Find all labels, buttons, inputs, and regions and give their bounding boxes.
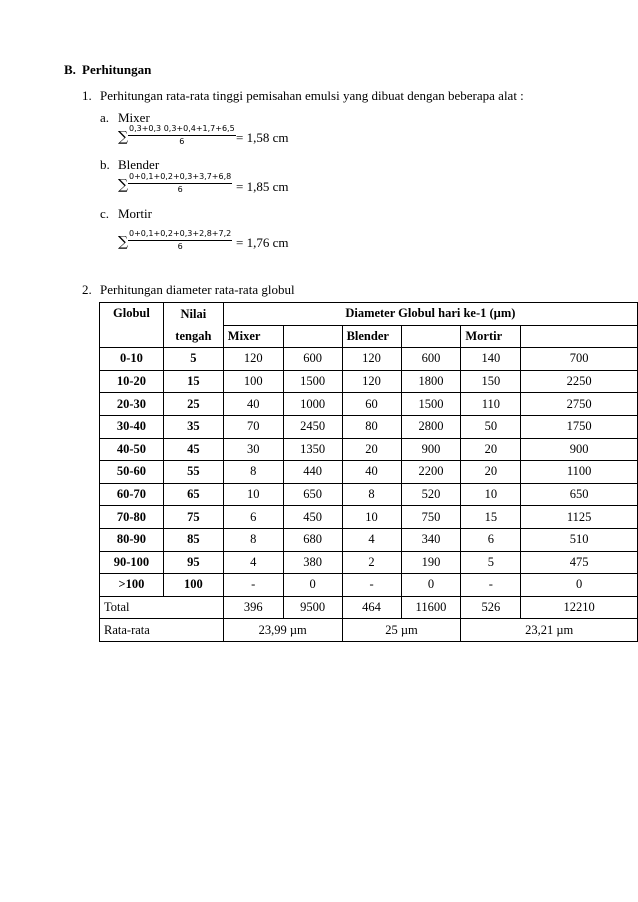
mortir-nd-cell: 1125 (521, 506, 638, 529)
mortir-nd-cell: 510 (521, 528, 638, 551)
sub-b-label: Blender (118, 157, 160, 172)
nilai-tengah-cell: 25 (163, 393, 223, 416)
table-row (100, 393, 638, 416)
mortir-n-cell: 10 (461, 483, 521, 506)
mixer-nd-cell: 440 (283, 461, 342, 484)
sub-a-fraction (128, 124, 236, 147)
blender-nd-cell: 1500 (401, 393, 461, 416)
blender-n-cell: 80 (342, 415, 401, 438)
mixer-n-cell: 6 (223, 506, 283, 529)
mortir-nd-cell: 2250 (521, 370, 638, 393)
average-mortir: 23,21 µm (461, 619, 638, 642)
blender-nd-cell: 0 (401, 574, 461, 597)
mortir-n-cell: 20 (461, 438, 521, 461)
total-mortir-n: 526 (461, 596, 521, 619)
globul-range-cell: 90-100 (100, 551, 164, 574)
table-row (100, 438, 638, 461)
blender-nd-cell: 2200 (401, 461, 461, 484)
average-mixer: 23,99 µm (223, 619, 342, 642)
section-letter: B. (64, 62, 76, 77)
average-blender: 25 µm (342, 619, 461, 642)
blender-n-cell: 20 (342, 438, 401, 461)
mortir-nd-cell: 650 (521, 483, 638, 506)
blender-nd-cell: 750 (401, 506, 461, 529)
mixer-n-cell: 40 (223, 393, 283, 416)
item2-title: Perhitungan diameter rata-rata globul (100, 282, 295, 297)
globul-range-cell: 30-40 (100, 415, 164, 438)
tengah-header: tengah (163, 325, 223, 348)
table-row (100, 574, 638, 597)
blender-n-cell: 8 (342, 483, 401, 506)
mortir-nd-cell: 2750 (521, 393, 638, 416)
globul-range-cell: >100 (100, 574, 164, 597)
mixer-n-cell: 120 (223, 348, 283, 371)
blender-n-cell: 4 (342, 528, 401, 551)
total-blender-nd: 11600 (401, 596, 461, 619)
mixer-nd-cell: 0 (283, 574, 342, 597)
mixer-n-cell: 8 (223, 461, 283, 484)
mixer-nd-cell: 1500 (283, 370, 342, 393)
globul-header: Globul (100, 303, 164, 348)
blender-nd-cell: 190 (401, 551, 461, 574)
mixer-nd-cell: 2450 (283, 415, 342, 438)
globul-range-cell: 20-30 (100, 393, 164, 416)
mixer-n-cell: 30 (223, 438, 283, 461)
mixer-nd-cell: 650 (283, 483, 342, 506)
mortir-nd-cell: 0 (521, 574, 638, 597)
globul-range-cell: 80-90 (100, 528, 164, 551)
mortir-nd-cell: 700 (521, 348, 638, 371)
table-row (100, 528, 638, 551)
nilai-header: Nilai (163, 303, 223, 326)
mixer-n-cell: 10 (223, 483, 283, 506)
total-blender-n: 464 (342, 596, 401, 619)
sub-c-denominator: 6 (177, 242, 183, 251)
nilai-tengah-cell: 35 (163, 415, 223, 438)
mixer-n-cell: - (223, 574, 283, 597)
average-label: Rata-rata (100, 619, 224, 642)
nilai-tengah-cell: 95 (163, 551, 223, 574)
blender-nd-cell: 600 (401, 348, 461, 371)
sub-c-label: Mortir (118, 206, 152, 221)
table-row (100, 415, 638, 438)
table-row (100, 461, 638, 484)
mixer-n-cell: 4 (223, 551, 283, 574)
nilai-tengah-cell: 85 (163, 528, 223, 551)
globul-range-cell: 50-60 (100, 461, 164, 484)
total-mixer-n: 396 (223, 596, 283, 619)
globul-range-cell: 10-20 (100, 370, 164, 393)
globul-range-cell: 60-70 (100, 483, 164, 506)
total-mixer-nd: 9500 (283, 596, 342, 619)
section-title: Perhitungan (82, 62, 152, 77)
mortir-n-cell: 15 (461, 506, 521, 529)
sub-a-numerator: 0,3+0,3 0,3+0,4+1,7+6,5 (128, 124, 236, 136)
blender-n-cell: 2 (342, 551, 401, 574)
mortir-n-cell: - (461, 574, 521, 597)
blender-n-cell: 60 (342, 393, 401, 416)
mixer-nd-cell: 1000 (283, 393, 342, 416)
sub-c-fraction (128, 229, 232, 252)
blender-n-cell: 10 (342, 506, 401, 529)
sub-a-denominator: 6 (179, 137, 185, 146)
mixer-nd-cell: 680 (283, 528, 342, 551)
mortir-header-blank (521, 325, 638, 348)
blender-nd-cell: 520 (401, 483, 461, 506)
nilai-tengah-cell: 75 (163, 506, 223, 529)
globul-range-cell: 70-80 (100, 506, 164, 529)
blender-n-cell: 120 (342, 348, 401, 371)
item2-number: 2. (82, 282, 92, 297)
header-row-1 (100, 303, 638, 326)
mortir-nd-cell: 1750 (521, 415, 638, 438)
mortir-n-cell: 50 (461, 415, 521, 438)
globul-range-cell: 40-50 (100, 438, 164, 461)
blender-nd-cell: 340 (401, 528, 461, 551)
average-row (100, 619, 638, 642)
item1-title: Perhitungan rata-rata tinggi pemisahan emulsi yang dibuat dengan beberapa alat : (100, 88, 524, 103)
mixer-nd-cell: 1350 (283, 438, 342, 461)
sub-c-numerator: 0+0,1+0,2+0,3+2,8+7,2 (128, 229, 232, 241)
diameter-header: Diameter Globul hari ke-1 (µm) (223, 303, 637, 326)
table-row (100, 551, 638, 574)
mixer-n-cell: 70 (223, 415, 283, 438)
nilai-tengah-cell: 100 (163, 574, 223, 597)
table-row (100, 506, 638, 529)
sub-c-result: = 1,76 cm (236, 235, 289, 250)
sub-a-label: Mixer (118, 110, 150, 125)
nilai-tengah-cell: 45 (163, 438, 223, 461)
globul-range-cell: 0-10 (100, 348, 164, 371)
total-label: Total (100, 596, 224, 619)
table-row (100, 370, 638, 393)
sub-b-fraction (128, 172, 232, 195)
sub-a-sigma: ∑ (118, 129, 128, 145)
sub-a-letter: a. (100, 110, 110, 125)
mortir-n-cell: 140 (461, 348, 521, 371)
mixer-n-cell: 100 (223, 370, 283, 393)
mortir-nd-cell: 475 (521, 551, 638, 574)
blender-n-cell: 120 (342, 370, 401, 393)
globule-diameter-table (99, 302, 638, 642)
mortir-header: Mortir (461, 325, 521, 348)
mortir-n-cell: 110 (461, 393, 521, 416)
sub-b-denominator: 6 (177, 185, 183, 194)
mortir-nd-cell: 900 (521, 438, 638, 461)
mixer-nd-cell: 600 (283, 348, 342, 371)
blender-nd-cell: 2800 (401, 415, 461, 438)
table-row (100, 348, 638, 371)
mortir-nd-cell: 1100 (521, 461, 638, 484)
nilai-tengah-cell: 55 (163, 461, 223, 484)
mixer-nd-cell: 380 (283, 551, 342, 574)
total-mortir-nd: 12210 (521, 596, 638, 619)
nilai-tengah-cell: 65 (163, 483, 223, 506)
sub-b-sigma: ∑ (118, 177, 128, 193)
table-row (100, 483, 638, 506)
nilai-tengah-cell: 15 (163, 370, 223, 393)
sub-c-sigma: ∑ (118, 234, 128, 250)
total-row (100, 596, 638, 619)
blender-header: Blender (342, 325, 401, 348)
sub-b-numerator: 0+0,1+0,2+0,3+3,7+6,8 (128, 172, 232, 184)
mortir-n-cell: 5 (461, 551, 521, 574)
blender-header-blank (401, 325, 461, 348)
blender-nd-cell: 1800 (401, 370, 461, 393)
mortir-n-cell: 20 (461, 461, 521, 484)
sub-c-letter: c. (100, 206, 110, 221)
mixer-header-blank (283, 325, 342, 348)
blender-n-cell: 40 (342, 461, 401, 484)
blender-nd-cell: 900 (401, 438, 461, 461)
mortir-n-cell: 6 (461, 528, 521, 551)
header-row-2 (100, 325, 638, 348)
mixer-header: Mixer (223, 325, 283, 348)
mixer-nd-cell: 450 (283, 506, 342, 529)
sub-b-letter: b. (100, 157, 110, 172)
item1-number: 1. (82, 88, 92, 103)
mortir-n-cell: 150 (461, 370, 521, 393)
sub-a-result: = 1,58 cm (236, 130, 289, 145)
blender-n-cell: - (342, 574, 401, 597)
sub-b-result: = 1,85 cm (236, 179, 289, 194)
mixer-n-cell: 8 (223, 528, 283, 551)
nilai-tengah-cell: 5 (163, 348, 223, 371)
